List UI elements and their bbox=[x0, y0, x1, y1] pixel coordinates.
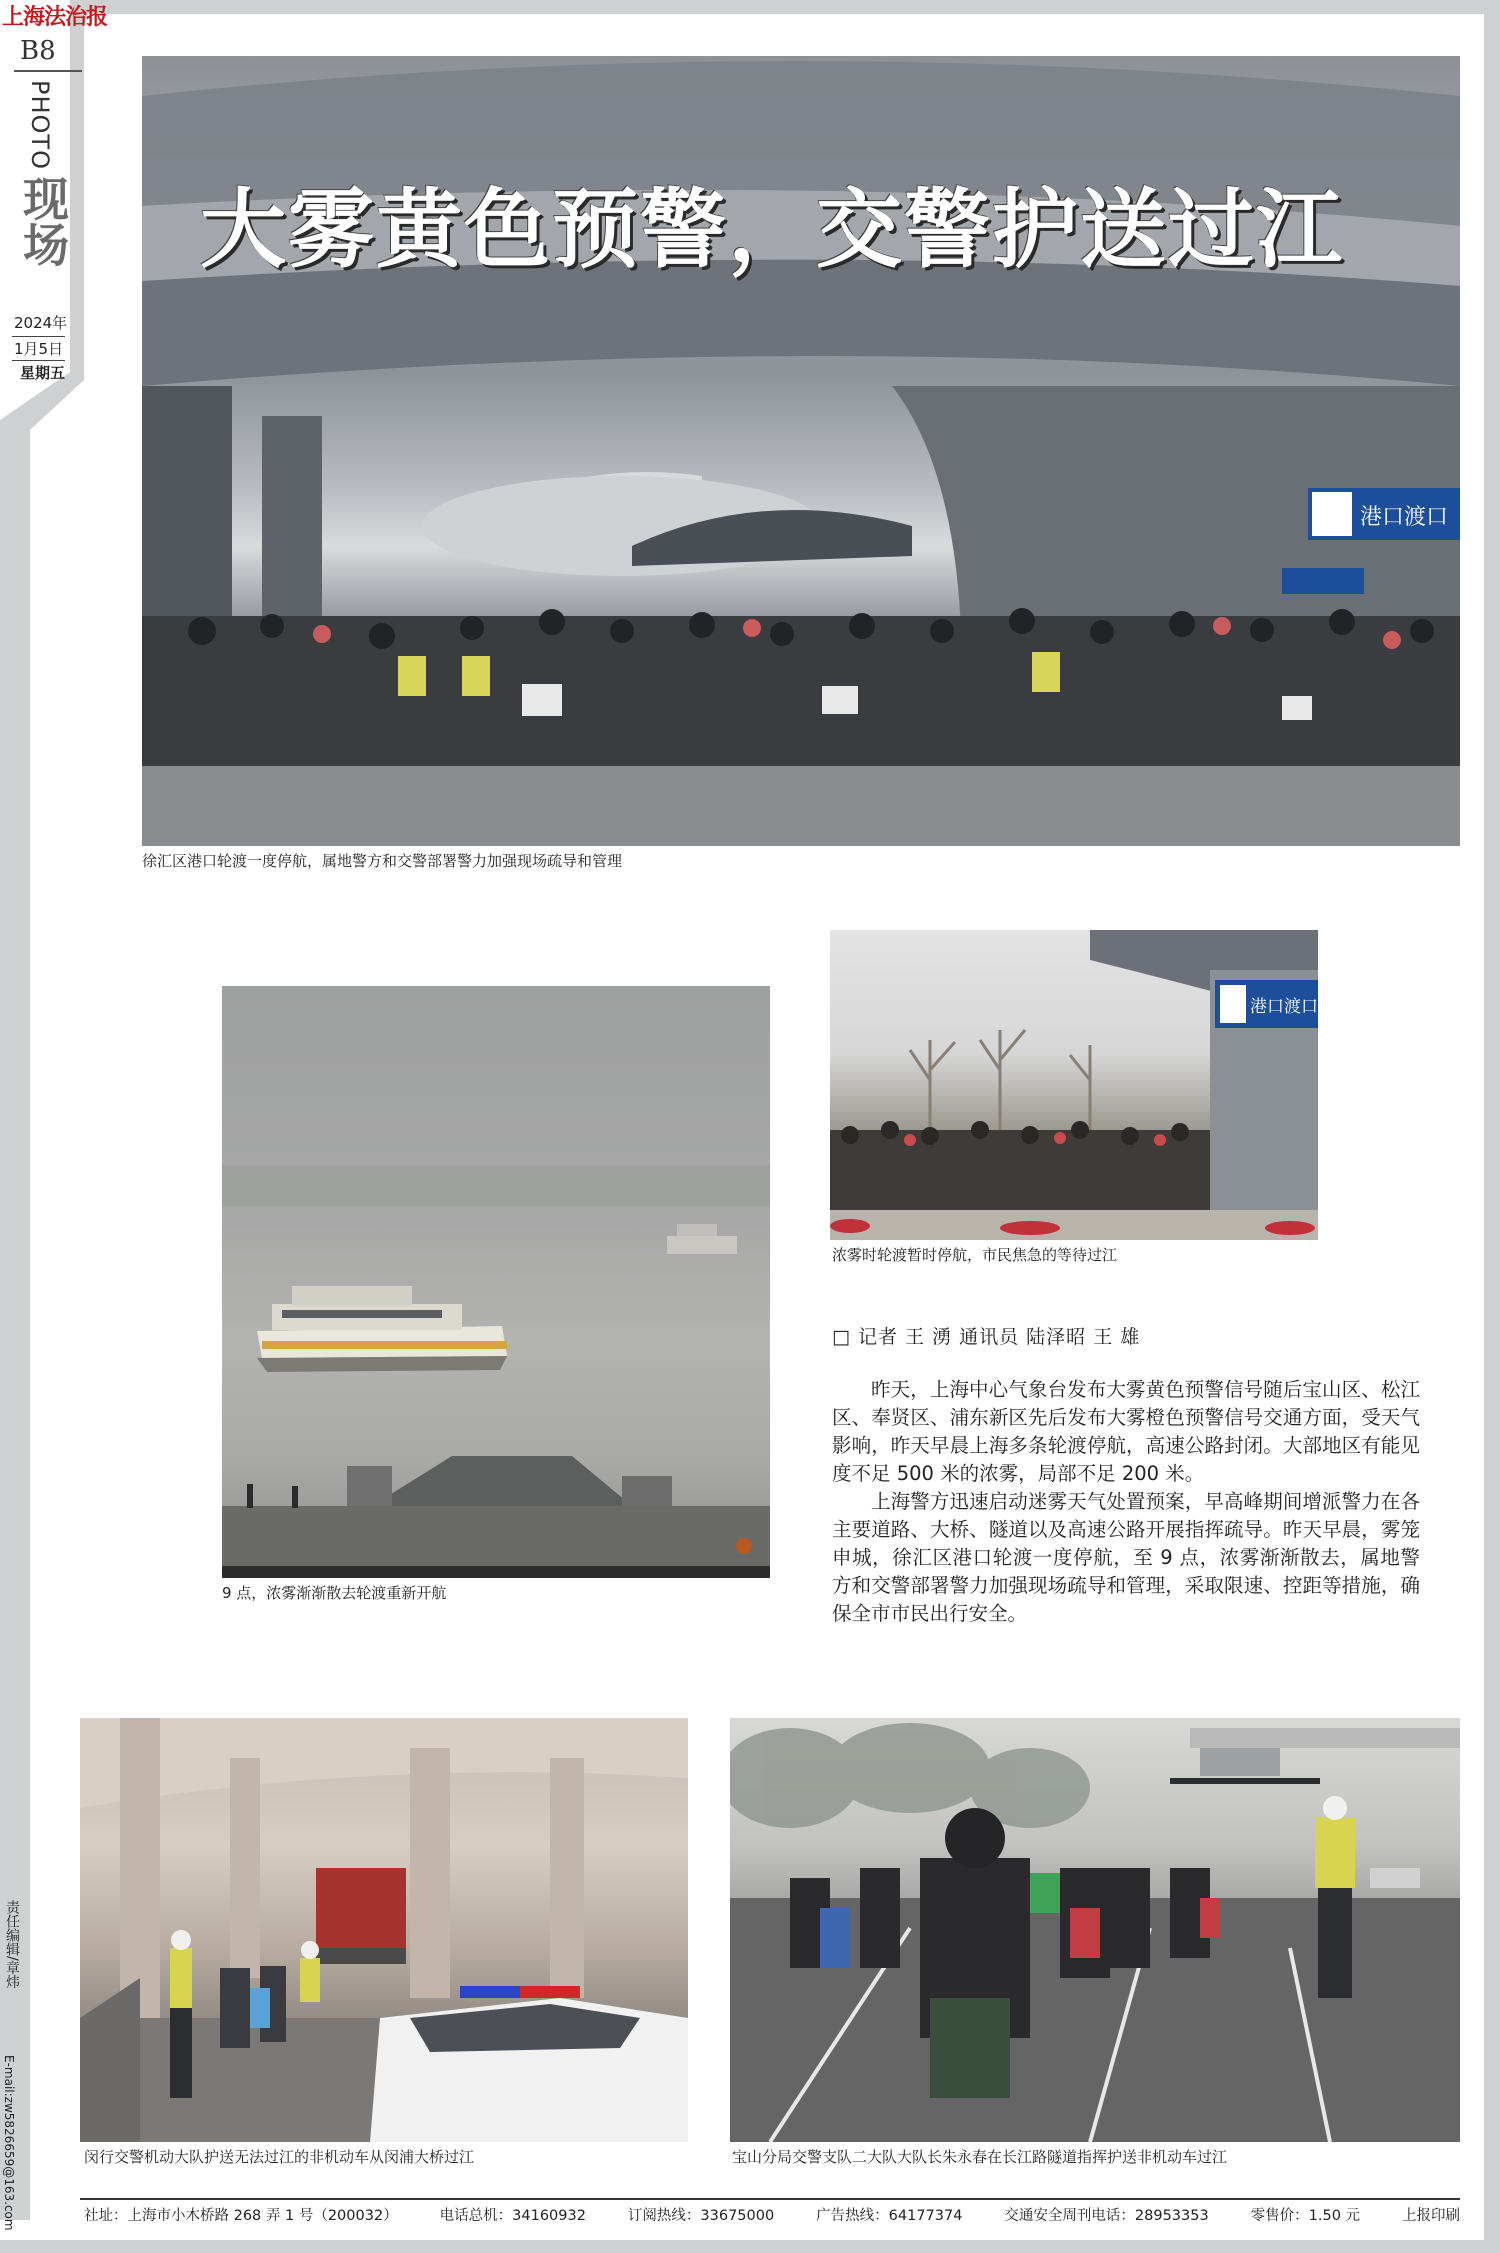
footer-switchboard: 电话总机：34160932 bbox=[439, 2208, 586, 2224]
baoshan-photo-caption: 宝山分局交警支队二大队大队长朱永春在长江路隧道指挥护送非机动车过江 bbox=[732, 2148, 1228, 2166]
date-month-day: 1月5日 bbox=[12, 336, 65, 361]
minhang-photo bbox=[80, 1718, 688, 2142]
wait-photo-sign: 港口渡口 bbox=[1250, 997, 1318, 1017]
headline: 大雾黄色预警，交警护送过江 bbox=[200, 179, 1344, 280]
footer-address: 社址：上海市小木桥路 268 弄 1 号（200032） bbox=[84, 2208, 398, 2224]
wait-photo-caption: 浓雾时轮渡暂时停航，市民焦急的等待过江 bbox=[832, 1246, 1118, 1264]
fog-photo-scene bbox=[222, 986, 770, 1578]
frame-right bbox=[1484, 0, 1500, 2253]
footer-ads: 广告热线：64177374 bbox=[816, 2208, 963, 2224]
date-year: 2024年 bbox=[14, 314, 68, 332]
footer-subscription: 订阅热线：33675000 bbox=[627, 2208, 775, 2224]
section-title: 现场 bbox=[16, 175, 70, 267]
fog-photo-caption: 9 点，浓雾渐渐散去轮渡重新开航 bbox=[222, 1584, 447, 1602]
fog-photo bbox=[222, 986, 770, 1578]
wait-photo bbox=[830, 930, 1318, 1240]
footer-weekly: 交通安全周刊电话：28953353 bbox=[1004, 2208, 1209, 2224]
wait-photo-scene bbox=[830, 930, 1318, 1240]
minhang-photo-caption: 闵行交警机动大队护送无法过江的非机动车从闵浦大桥过江 bbox=[84, 2148, 475, 2166]
footer bbox=[84, 2204, 1460, 2225]
baoshan-photo-scene bbox=[730, 1718, 1460, 2142]
date-weekday: 星期五 bbox=[20, 364, 66, 382]
editor-credit: 责任编辑/章炜 bbox=[4, 1900, 20, 1989]
editor-email: E-mail:zw5826659@163.com bbox=[2, 2055, 16, 2231]
page-number-rule bbox=[14, 70, 82, 72]
article-byline: □ 记者 王 湧 通讯员 陆泽昭 王 雄 bbox=[832, 1326, 1141, 1348]
footer-price: 零售价：1.50 元 bbox=[1250, 2208, 1361, 2224]
article-paragraph: 上海警方迅速启动迷雾天气处置预案，早高峰期间增派警力在各主要道路、大桥、隧道以及高速公路开展指挥疏导。昨天早晨，雾笼申城，徐汇区港口轮渡一度停航，至 9 点，浓雾渐渐散去，属地警方和交警部署警力加强现场疏导和管理，采取限速、控距等措施，确保全市市民出行安全。 bbox=[832, 1490, 1420, 1625]
main-photo-caption: 徐汇区港口轮渡一度停航，属地警方和交警部署警力加强现场疏导和管理 bbox=[142, 852, 623, 870]
article-body bbox=[832, 1376, 1420, 1628]
frame-top bbox=[70, 0, 1500, 14]
page-number: B8 bbox=[20, 36, 56, 66]
frame-bottom bbox=[0, 2240, 1500, 2253]
main-photo-sign: 港口渡口 bbox=[1360, 505, 1449, 530]
baoshan-photo bbox=[730, 1718, 1460, 2142]
minhang-photo-scene bbox=[80, 1718, 688, 2142]
paper-logo: 上海法治报 bbox=[2, 4, 108, 30]
section-en-label: PHOTO bbox=[26, 80, 54, 170]
article-paragraph: 昨天，上海中心气象台发布大雾黄色预警信号随后宝山区、松江区、奉贤区、浦东新区先后发布大雾橙色预警信号交通方面，受天气影响，昨天早晨上海多条轮渡停航，高速公路封闭。大部地区有能见度不足 500 米的浓雾，局部不足 200 米。 bbox=[832, 1378, 1420, 1485]
footer-printer: 上报印刷 bbox=[1401, 2208, 1460, 2224]
footer-rule bbox=[80, 2198, 1460, 2200]
